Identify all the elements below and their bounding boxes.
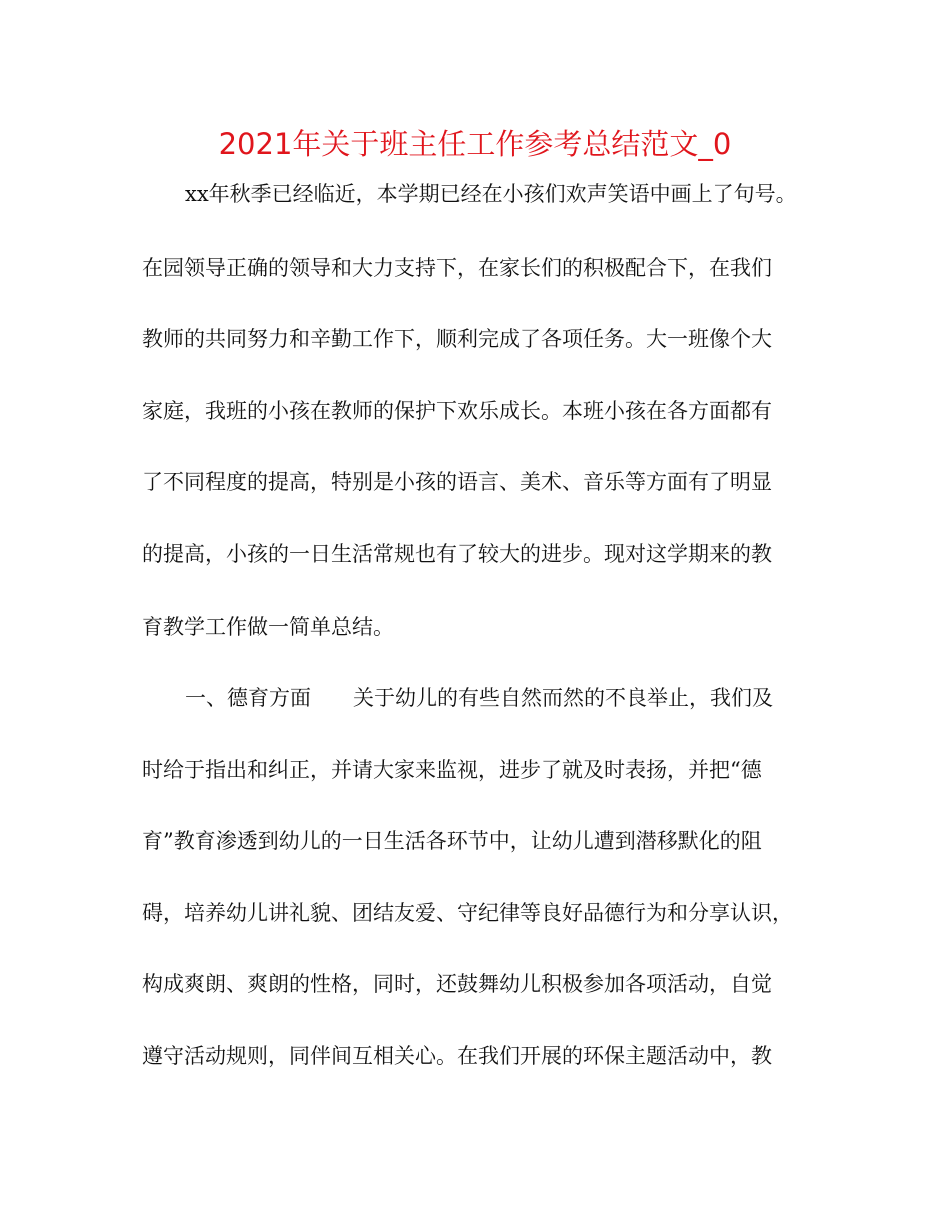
paragraph-line: 在园领导正确的领导和大力支持下，在家长们的积极配合下，在我们 — [142, 256, 772, 280]
paragraph-line: 育教学工作做一简单总结。 — [142, 615, 394, 639]
paragraph-line: 了不同程度的提高，特别是小孩的语言、美术、音乐等方面有了明显 — [142, 470, 772, 494]
paragraph-line: 育”教育渗透到幼儿的一日生活各环节中，让幼儿遭到潜移默化的阻 — [142, 829, 762, 853]
paragraph-line: 教师的共同努力和辛勤工作下，顺利完成了各项任务。大一班像个大 — [142, 327, 772, 351]
paragraph-line: 的提高，小孩的一日生活常规也有了较大的进步。现对这学期来的教 — [142, 542, 772, 566]
paragraph-line: 时给于指出和纠正，并请大家来监视，进步了就及时表扬，并把“德 — [142, 758, 762, 782]
paragraph-line: 家庭，我班的小孩在教师的保护下欢乐成长。本班小孩在各方面都有 — [142, 399, 772, 423]
document-title: 2021年关于班主任工作参考总结范文_0 — [218, 127, 732, 161]
paragraph-line: 构成爽朗、爽朗的性格，同时，还鼓舞幼儿积极参加各项活动，自觉 — [142, 972, 772, 996]
paragraph-line: xx年秋季已经临近，本学期已经在小孩们欢声笑语中画上了句号。 — [185, 182, 797, 206]
paragraph-line: 一、德育方面 关于幼儿的有些自然而然的不良举止，我们及 — [185, 686, 773, 710]
paragraph-line: 碍，培养幼儿讲礼貌、团结友爱、守纪律等良好品德行为和分享认识， — [142, 901, 793, 925]
paragraph-line: 遵守活动规则，同伴间互相关心。在我们开展的环保主题活动中，教 — [142, 1044, 772, 1068]
